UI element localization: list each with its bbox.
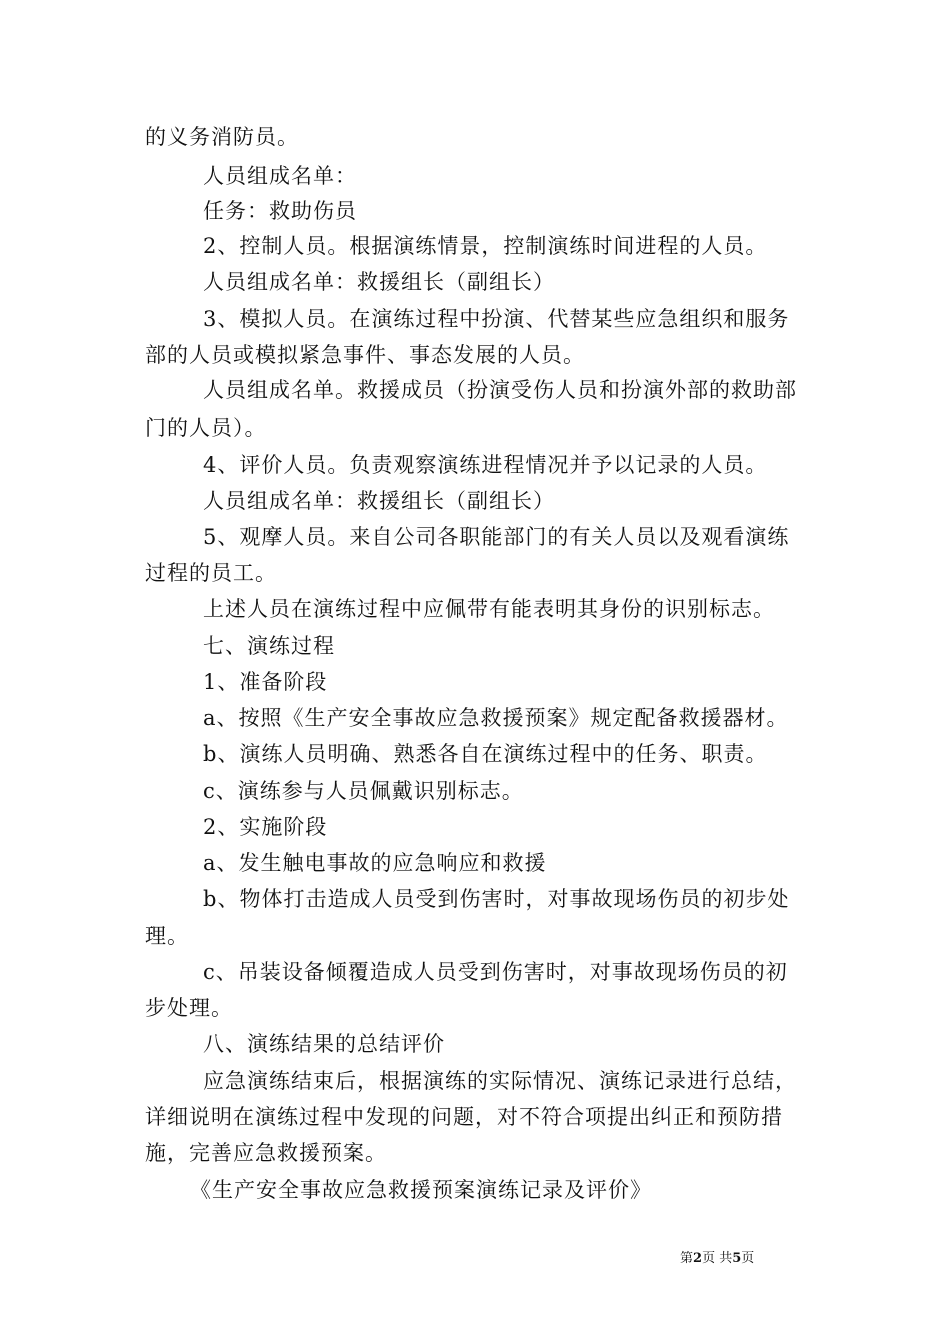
text-line: 1、准备阶段 — [203, 670, 328, 694]
text-line: 理。 — [145, 924, 189, 948]
text-line: 人员组成名单：救援组长（副组长） — [203, 489, 555, 513]
text-line: 应急演练结束后，根据演练的实际情况、演练记录进行总结， — [203, 1069, 797, 1093]
text-line: b、演练人员明确、熟悉各自在演练过程中的任务、职责。 — [203, 742, 768, 766]
section-heading: 八、演练结果的总结评价 — [203, 1032, 445, 1056]
footer-prefix: 第 — [680, 1251, 694, 1266]
text-line: 步处理。 — [145, 996, 233, 1020]
text-line: a、发生触电事故的应急响应和救援 — [203, 851, 547, 875]
text-line: 2、控制人员。根据演练情景，控制演练时间进程的人员。 — [203, 234, 768, 258]
text-line: a、按照《生产安全事故应急救援预案》规定配备救援器材。 — [203, 706, 789, 730]
text-line: 任务：救助伤员 — [203, 199, 357, 223]
text-line: 人员组成名单：救援组长（副组长） — [203, 270, 555, 294]
text-line: 施，完善应急救援预案。 — [145, 1141, 387, 1165]
text-line: c、吊装设备倾覆造成人员受到伤害时，对事故现场伤员的初 — [203, 960, 788, 984]
text-line: 5、观摩人员。来自公司各职能部门的有关人员以及观看演练 — [203, 525, 790, 549]
text-line: 门的人员）。 — [145, 416, 267, 440]
text-line: 的义务消防员。 — [145, 125, 299, 149]
section-heading: 七、演练过程 — [203, 634, 335, 658]
text-line: 3、模拟人员。在演练过程中扮演、代替某些应急组织和服务 — [203, 307, 790, 331]
footer-suffix: 页 — [741, 1251, 755, 1266]
text-line: 过程的员工。 — [145, 561, 277, 585]
total-pages-number: 5 — [732, 1251, 742, 1266]
footer-middle: 页 共 — [702, 1251, 733, 1266]
text-line: 2、实施阶段 — [203, 815, 328, 839]
page-footer — [680, 1250, 820, 1268]
text-line: 部的人员或模拟紧急事件、事态发展的人员。 — [145, 343, 585, 367]
text-line: 人员组成名单： — [203, 164, 357, 188]
text-line: 人员组成名单。救援成员（扮演受伤人员和扮演外部的救助部 — [203, 378, 797, 402]
text-line: 详细说明在演练过程中发现的问题，对不符合项提出纠正和预防措 — [145, 1105, 783, 1129]
text-line: c、演练参与人员佩戴识别标志。 — [203, 779, 524, 803]
text-line: b、物体打击造成人员受到伤害时，对事故现场伤员的初步处 — [203, 887, 790, 911]
text-line: 上述人员在演练过程中应佩带有能表明其身份的识别标志。 — [203, 597, 775, 621]
text-line: 4、评价人员。负责观察演练进程情况并予以记录的人员。 — [203, 453, 768, 477]
document-title-reference: 《生产安全事故应急救援预案演练记录及评价》 — [190, 1178, 652, 1202]
current-page-number: 2 — [693, 1251, 703, 1266]
